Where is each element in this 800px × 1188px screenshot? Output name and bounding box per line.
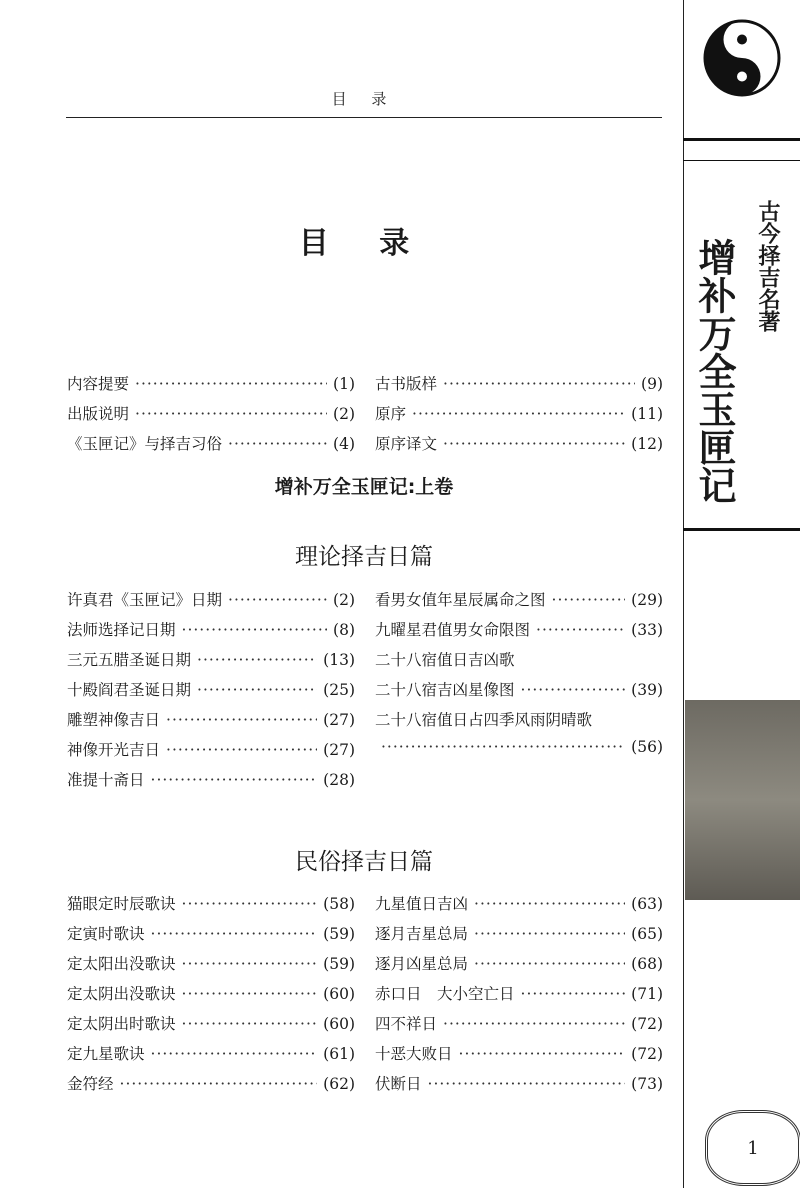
- toc-entry-page: (56): [631, 738, 663, 756]
- dot-leader: [474, 955, 625, 973]
- toc-entry[interactable]: [375, 372, 663, 402]
- dot-leader: [521, 681, 626, 699]
- dot-leader: [182, 895, 318, 913]
- toc-entry[interactable]: [67, 1042, 355, 1072]
- section1-left-list: [67, 588, 355, 798]
- sidebar-rule: [683, 138, 800, 141]
- toc-entry-title: 定九星歌诀: [67, 1045, 145, 1063]
- toc-entry-title: 二十八宿吉凶星像图: [375, 681, 515, 699]
- toc-entry[interactable]: [67, 922, 355, 952]
- toc-entry-page: (72): [631, 1015, 663, 1033]
- toc-entry-page: (62): [323, 1075, 355, 1093]
- toc-entry[interactable]: [67, 982, 355, 1012]
- toc-entry-title: 定太阳出没歌诀: [67, 955, 176, 973]
- toc-entry-page: (68): [631, 955, 663, 973]
- toc-entry-page: (33): [631, 621, 663, 639]
- toc-entry-title: 逐月凶星总局: [375, 955, 469, 973]
- toc-entry-page: (13): [323, 651, 355, 669]
- dot-leader: [428, 1075, 626, 1093]
- toc-entry-title: 古书版样: [375, 375, 438, 393]
- toc-entry-page: (27): [323, 741, 355, 759]
- dot-leader: [536, 621, 625, 639]
- section2-right-list: [375, 892, 663, 1102]
- toc-entry-title: 三元五腊圣诞日期: [67, 651, 192, 669]
- toc-entry[interactable]: [67, 372, 355, 402]
- toc-entry-page: (63): [631, 895, 663, 913]
- toc-entry-title: 许真君《玉匣记》日期: [67, 591, 223, 609]
- toc-entry-title: 猫眼定时辰歌诀: [67, 895, 176, 913]
- page-number: 1: [705, 1110, 800, 1186]
- dot-leader: [443, 435, 625, 453]
- toc-entry[interactable]: [67, 1012, 355, 1042]
- toc-entry[interactable]: [67, 588, 355, 618]
- toc-entry-title: 九星值日吉凶: [375, 895, 469, 913]
- sidebar-rule: [683, 160, 800, 161]
- toc-entry-title: 出版说明: [67, 405, 130, 423]
- toc-entry[interactable]: [67, 678, 355, 708]
- toc-entry-title: 二十八宿值日吉凶歌: [375, 651, 515, 669]
- yin-yang-icon: [702, 18, 782, 98]
- toc-entry-page: (60): [323, 985, 355, 1003]
- dot-leader: [381, 738, 625, 756]
- dot-leader: [182, 1015, 318, 1033]
- toc-entry-title: 逐月吉星总局: [375, 925, 469, 943]
- sidebar-rule: [683, 528, 800, 531]
- toc-entry-page: (58): [323, 895, 355, 913]
- toc-entry[interactable]: [375, 1042, 663, 1072]
- toc-entry-title: 金符经: [67, 1075, 114, 1093]
- dot-leader: [521, 985, 626, 1003]
- dot-leader: [135, 375, 327, 393]
- toc-entry[interactable]: [375, 648, 663, 678]
- toc-entry-title: 定寅时歌诀: [67, 925, 145, 943]
- toc-entry-page: (2): [333, 591, 355, 609]
- dot-leader: [228, 591, 327, 609]
- section-heading: 民俗择吉日篇: [295, 849, 433, 875]
- toc-entry-page: (28): [323, 771, 355, 789]
- toc-entry[interactable]: [375, 952, 663, 982]
- toc-entry-page: (12): [631, 435, 663, 453]
- toc-entry[interactable]: [67, 432, 355, 462]
- dot-leader: [151, 1045, 318, 1063]
- toc-entry-page: (61): [323, 1045, 355, 1063]
- dot-leader: [182, 621, 328, 639]
- toc-entry-title: 内容提要: [67, 375, 130, 393]
- toc-entry[interactable]: [67, 952, 355, 982]
- toc-entry[interactable]: [375, 402, 663, 432]
- front-left-list: [67, 372, 355, 462]
- toc-entry[interactable]: [67, 618, 355, 648]
- toc-entry-page: (71): [631, 985, 663, 1003]
- toc-entry-page: (73): [631, 1075, 663, 1093]
- toc-entry-title: 雕塑神像吉日: [67, 711, 161, 729]
- dot-leader: [182, 985, 318, 1003]
- toc-entry[interactable]: [67, 892, 355, 922]
- toc-entry-page: (39): [631, 681, 663, 699]
- toc-entry[interactable]: [375, 432, 663, 462]
- section-heading: 理论择吉日篇: [295, 544, 433, 570]
- toc-entry[interactable]: [67, 402, 355, 432]
- dot-leader: [135, 405, 327, 423]
- toc-entry[interactable]: [67, 768, 355, 798]
- dot-leader: [151, 925, 318, 943]
- toc-entry-page: (11): [631, 405, 663, 423]
- toc-entry-title: 神像开光吉日: [67, 741, 161, 759]
- toc-entry-title: 法师选择记日期: [67, 621, 176, 639]
- toc-entry[interactable]: [67, 1072, 355, 1102]
- dot-leader: [443, 375, 635, 393]
- dot-leader: [474, 925, 625, 943]
- toc-entry-title: 赤口日 大小空亡日: [375, 985, 515, 1003]
- toc-entry[interactable]: [375, 588, 663, 618]
- toc-entry-title: 看男女值年星辰属命之图: [375, 591, 546, 609]
- toc-entry[interactable]: [375, 1012, 663, 1042]
- toc-entry[interactable]: [375, 922, 663, 952]
- toc-entry-page: (27): [323, 711, 355, 729]
- toc-entry-page: (8): [333, 621, 355, 639]
- toc-entry-title: 定太阴出没歌诀: [67, 985, 176, 1003]
- toc-entry-page: (4): [333, 435, 355, 453]
- toc-entry-title: 四不祥日: [375, 1015, 438, 1033]
- section2-left-list: [67, 892, 355, 1102]
- toc-entry-page: (9): [641, 375, 663, 393]
- toc-entry-title: 十恶大败日: [375, 1045, 453, 1063]
- toc-entry[interactable]: [375, 1072, 663, 1102]
- section1-right-list: [375, 588, 663, 768]
- toc-entry-page: (2): [333, 405, 355, 423]
- toc-entry-title: 伏断日: [375, 1075, 422, 1093]
- header-rule: [66, 117, 662, 118]
- toc-entry[interactable]: [67, 708, 355, 738]
- book-title: 增补万全玉匣记: [692, 238, 736, 504]
- toc-entry-page: (72): [631, 1045, 663, 1063]
- dot-leader: [459, 1045, 626, 1063]
- dot-leader: [197, 681, 317, 699]
- toc-entry-page: (65): [631, 925, 663, 943]
- dot-leader: [120, 1075, 318, 1093]
- dot-leader: [412, 405, 625, 423]
- toc-entry-page: (59): [323, 925, 355, 943]
- dot-leader: [197, 651, 317, 669]
- toc-entry-title: 准提十斋日: [67, 771, 145, 789]
- toc-entry-title: 定太阴出时歌诀: [67, 1015, 176, 1033]
- dot-leader: [166, 711, 317, 729]
- dot-leader: [151, 771, 318, 789]
- toc-entry-page: (1): [333, 375, 355, 393]
- toc-entry-page: (25): [323, 681, 355, 699]
- toc-entry-title: 二十八宿值日占四季风雨阴晴歌: [375, 711, 593, 729]
- front-right-list: [375, 372, 663, 462]
- sidebar: [683, 0, 800, 1188]
- dot-leader: [552, 591, 626, 609]
- toc-entry[interactable]: [375, 892, 663, 922]
- toc-entry[interactable]: [375, 738, 663, 768]
- running-head: 目 录: [331, 90, 397, 108]
- buddha-statue-image: [685, 700, 800, 900]
- dot-leader: [228, 435, 327, 453]
- toc-entry-title: 《玉匣记》与择吉习俗: [67, 435, 223, 453]
- page-title: 目 录: [298, 226, 430, 261]
- toc-entry[interactable]: [67, 648, 355, 678]
- toc-entry-title: 原序: [375, 405, 407, 423]
- toc-entry-title: 九曜星君值男女命限图: [375, 621, 531, 639]
- dot-leader: [182, 955, 318, 973]
- toc-entry-page: (29): [631, 591, 663, 609]
- toc-entry-page: (59): [323, 955, 355, 973]
- dot-leader: [166, 741, 317, 759]
- dot-leader: [443, 1015, 625, 1033]
- toc-entry-title: 原序译文: [375, 435, 438, 453]
- toc-entry[interactable]: [375, 982, 663, 1012]
- toc-entry[interactable]: [67, 738, 355, 768]
- dot-leader: [474, 895, 625, 913]
- toc-entry[interactable]: [375, 618, 663, 648]
- volume-title: 增补万全玉匣记:上卷: [274, 476, 454, 498]
- toc-entry[interactable]: [375, 678, 663, 708]
- toc-entry-page: (60): [323, 1015, 355, 1033]
- series-title: 古今择吉名著: [755, 200, 780, 332]
- toc-entry[interactable]: [375, 708, 663, 738]
- toc-entry-title: 十殿阎君圣诞日期: [67, 681, 192, 699]
